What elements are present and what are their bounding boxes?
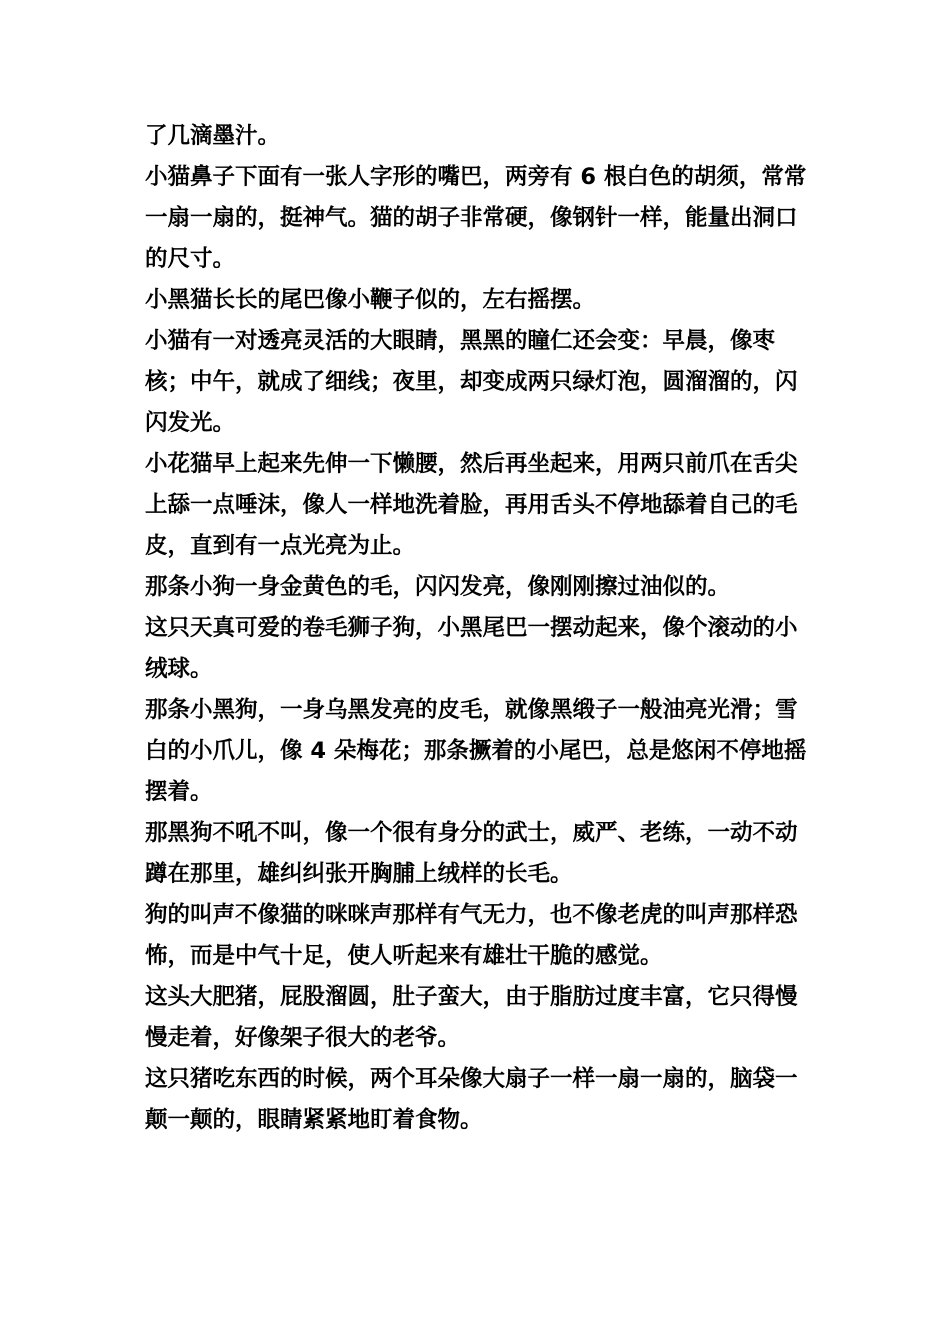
- paragraph: 了几滴墨汁。: [145, 123, 281, 149]
- paragraph: 小猫有一对透亮灵活的大眼睛，黑黑的瞳仁还会变：早晨，像枣核；中午，就成了细线；夜里，却变成两只绿灯泡，圆溜溜的，闪闪发光。: [145, 328, 798, 436]
- paragraph: 这只猪吃东西的时候，两个耳朵像大扇子一样一扇一扇的，脑袋一颠一颠的，眼睛紧紧地盯着食物。: [145, 1066, 798, 1133]
- paragraph: 小花猫早上起来先伸一下懒腰，然后再坐起来，用两只前爪在舌尖上舔一点唾沫，像人一样地洗着脸，再用舌头不停地舔着自己的毛皮，直到有一点光亮为止。: [145, 451, 798, 559]
- paragraph: 这只天真可爱的卷毛狮子狗，小黑尾巴一摆动起来，像个滚动的小绒球。: [145, 615, 798, 682]
- paragraph: 这头大肥猪，屁股溜圆，肚子蛮大，由于脂肪过度丰富，它只得慢慢走着，好像架子很大的老爷。: [145, 984, 798, 1051]
- paragraph: 那条小黑狗，一身乌黑发亮的皮毛，就像黑缎子一般油亮光滑；雪白的小爪儿，像 4 朵梅花；那条撅着的小尾巴，总是悠闲不停地摇摆着。: [145, 697, 807, 805]
- paragraph: 那黑狗不吼不叫，像一个很有身分的武士，威严、老练，一动不动蹲在那里，雄纠纠张开胸脯上绒样的长毛。: [145, 820, 798, 887]
- paragraph: 那条小狗一身金黄色的毛，闪闪发亮，像刚刚擦过油似的。: [145, 574, 731, 600]
- paragraph: 小黑猫长长的尾巴像小鞭子似的，左右摇摆。: [145, 287, 596, 313]
- paragraph: 小猫鼻子下面有一张人字形的嘴巴，两旁有 6 根白色的胡须，常常一扇一扇的，挺神气。猫的胡子非常硬，像钢针一样，能量出洞口的尺寸。: [145, 164, 807, 272]
- paragraph: 狗的叫声不像猫的咪咪声那样有气无力，也不像老虎的叫声那样恐怖，而是中气十足，使人听起来有雄壮干脆的感觉。: [145, 902, 798, 969]
- document-body: [145, 116, 815, 1141]
